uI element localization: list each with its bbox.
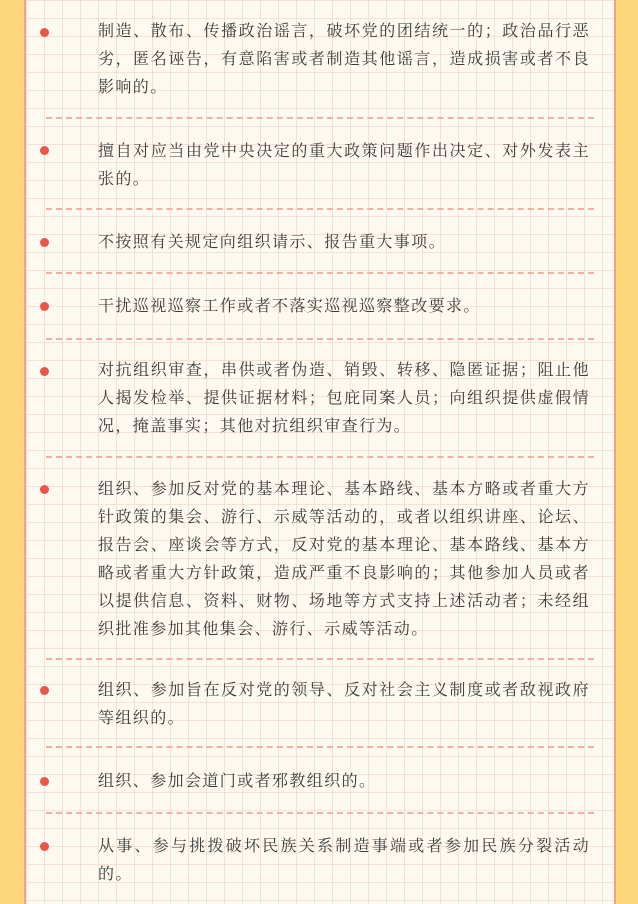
bullet-icon	[40, 28, 49, 37]
list-item-text: 组织、参加反对党的基本理论、基本路线、基本方略或者重大方针政策的集会、游行、示威等活动的，或者以组织讲座、论坛、报告会、座谈会等方式，反对党的基本理论、基本路线、基本方略或者重大方针政策，造成严重不良影响的；其他参加人员或者以提供信息、资料、财物、场地等方式支持上述活动者；未经组织批准参加其他集会、游行、示威等活动。	[98, 479, 590, 638]
divider	[46, 812, 594, 814]
bullet-icon	[40, 367, 49, 376]
bullet-icon	[40, 302, 49, 311]
divider	[46, 338, 594, 340]
list-item-text: 组织、参加旨在反对党的领导、反对社会主义制度或者敌视政府等组织的。	[98, 680, 590, 727]
list-item-text: 不按照有关规定向组织请示、报告重大事项。	[98, 232, 447, 251]
list-item-text: 制造、散布、传播政治谣言，破坏党的团结统一的；政治品行恶劣，匿名诬告，有意陷害或者制造其他谣言，造成损害或者不良影响的。	[98, 21, 590, 96]
list-item-text: 从事、参与挑拨破坏民族关系制造事端或者参加民族分裂活动的。	[98, 836, 590, 883]
divider	[46, 746, 594, 748]
list-item-text: 组织、参加会道门或者邪教组织的。	[98, 771, 377, 790]
bullet-icon	[40, 146, 49, 155]
bullet-icon	[40, 842, 49, 851]
bullet-icon	[40, 686, 49, 695]
bullet-icon	[40, 485, 49, 494]
divider	[46, 117, 594, 119]
divider	[46, 658, 594, 660]
list-item-text: 对抗组织审查，串供或者伪造、销毁、转移、隐匿证据；阻止他人揭发检举、提供证据材料；包庇同案人员；向组织提供虚假情况，掩盖事实；其他对抗组织审查行为。	[98, 360, 590, 435]
list-item-text: 擅自对应当由党中央决定的重大政策问题作出决定、对外发表主张的。	[98, 141, 590, 188]
divider	[46, 272, 594, 274]
divider	[46, 208, 594, 210]
divider	[46, 456, 594, 458]
bullet-icon	[40, 238, 49, 247]
list-item-text: 干扰巡视巡察工作或者不落实巡视巡察整改要求。	[98, 296, 481, 315]
bullet-icon	[40, 777, 49, 786]
